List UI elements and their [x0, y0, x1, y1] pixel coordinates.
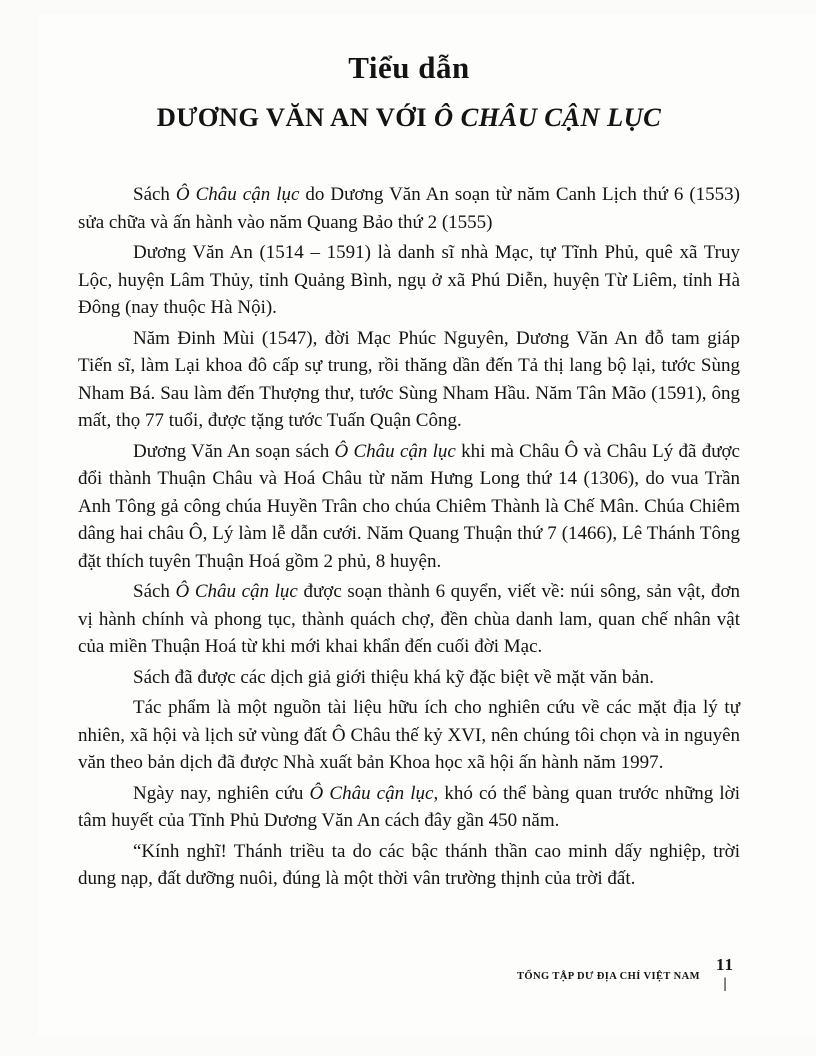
text-run: Dương Văn An soạn sách: [133, 440, 335, 462]
paragraph: [78, 694, 740, 777]
paragraph: [78, 438, 740, 576]
text-run: , khó có thể bàng quan trước những lời tâm huyết của Tĩnh Phủ Dương Văn An cách đây gần 450 năm.: [78, 782, 741, 831]
page-content: [78, 50, 740, 896]
paragraph: [78, 578, 740, 661]
text-run: khi mà Châu Ô và Châu Lý đã được đổi thành Thuận Châu và Hoá Châu từ năm Hưng Long thứ 14 (1306), do vua Trần Anh Tông gả công chúa Huyền Trân cho chúa Chiêm Thành là Chế Mân. Chúa Chiêm dâng hai châu Ô, Lý làm lễ dẫn cưới. Năm Quang Thuận thứ 7 (1466), Lê Thánh Tông đặt thích tuyên Thuận Hoá gồm 2 phủ, 8 huyện.: [78, 440, 740, 572]
paragraph: [78, 239, 740, 322]
chapter-heading: [78, 102, 740, 133]
text-run: được soạn thành 6 quyển, viết về: núi sông, sản vật, đơn vị hành chính và phong tục, thành quách chợ, đền chùa danh lam, quan chế nhân vật của miền Thuận Hoá từ khi mới khai khẩn đến cuối đời Mạc.: [78, 581, 740, 657]
paragraph: [78, 664, 740, 692]
paragraph: [78, 838, 740, 893]
text-run: Dương Văn An (1514 – 1591) là danh sĩ nhà Mạc, tự Tĩnh Phủ, quê xã Truy Lộc, huyện Lâm Thủy, tỉnh Quảng Bình, ngụ ở xã Phú Diễn, huyện Từ Liêm, tỉnh Hà Đông (nay thuộc Hà Nội).: [78, 242, 740, 318]
text-run: Ô Châu cận lục: [175, 581, 298, 602]
page-number: 11: [715, 955, 734, 974]
series-title: TỔNG TẬP DƯ ĐỊA CHÍ VIỆT NAM: [517, 971, 700, 982]
text-run: Ô CHÂU CẬN LỤC: [434, 102, 662, 132]
text-run: Sách đã được các dịch giả giới thiệu khá kỹ đặc biệt về mặt văn bản.: [133, 666, 655, 688]
section-title: Tiểu dẫn: [348, 50, 470, 85]
paragraph: [78, 181, 740, 236]
text-run: Sách: [133, 581, 176, 602]
text-run: DƯƠNG VĂN AN VỚI: [156, 102, 435, 132]
text-run: Năm Đinh Mùi (1547), đời Mạc Phúc Nguyên, Dương Văn An đỗ tam giáp Tiến sĩ, làm Lại khoa đô cấp sự trung, rồi thăng dần đến Tả thị lang bộ lại, tước Sùng Nham Bá. Sau làm đến Thượng thư, tước Sùng Nham Hầu. Năm Tân Mão (1591), ông mất, thọ 77 tuổi, được tặng tước Tuấn Quận Công.: [78, 327, 740, 431]
text-run: Ô Châu cận lục: [175, 184, 300, 205]
text-run: “Kính nghĩ! Thánh triều ta do các bậc thánh thần cao minh dấy nghiệp, trời dung nạp, đất dưỡng nuôi, đúng là một thời vân trường thịnh của trời đất.: [78, 840, 740, 889]
folio: [716, 956, 734, 992]
text-run: Ô Châu cận lục: [334, 440, 456, 462]
body-text: [78, 181, 740, 893]
paragraph: [78, 325, 740, 435]
text-run: Tác phẩm là một nguồn tài liệu hữu ích cho nghiên cứu về các mặt địa lý tự nhiên, xã hội và lịch sử vùng đất Ô Châu thế kỷ XVI, nên chúng tôi chọn và in nguyên văn theo bản dịch đã được Nhà xuất bản Khoa học xã hội ấn hành năm 1997.: [78, 697, 740, 773]
text-run: Ngày nay, nghiên cứu: [133, 782, 310, 804]
text-run: Ô Châu cận lục: [309, 782, 434, 804]
folio-tick-mark: |: [723, 976, 727, 992]
paragraph: [78, 780, 740, 835]
text-run: Sách: [133, 184, 176, 205]
text-run: do Dương Văn An soạn từ năm Canh Lịch thứ 6 (1553) sửa chữa và ấn hành vào năm Quang Bảo thứ 2 (1555): [78, 184, 740, 233]
page-footer: [517, 956, 734, 992]
